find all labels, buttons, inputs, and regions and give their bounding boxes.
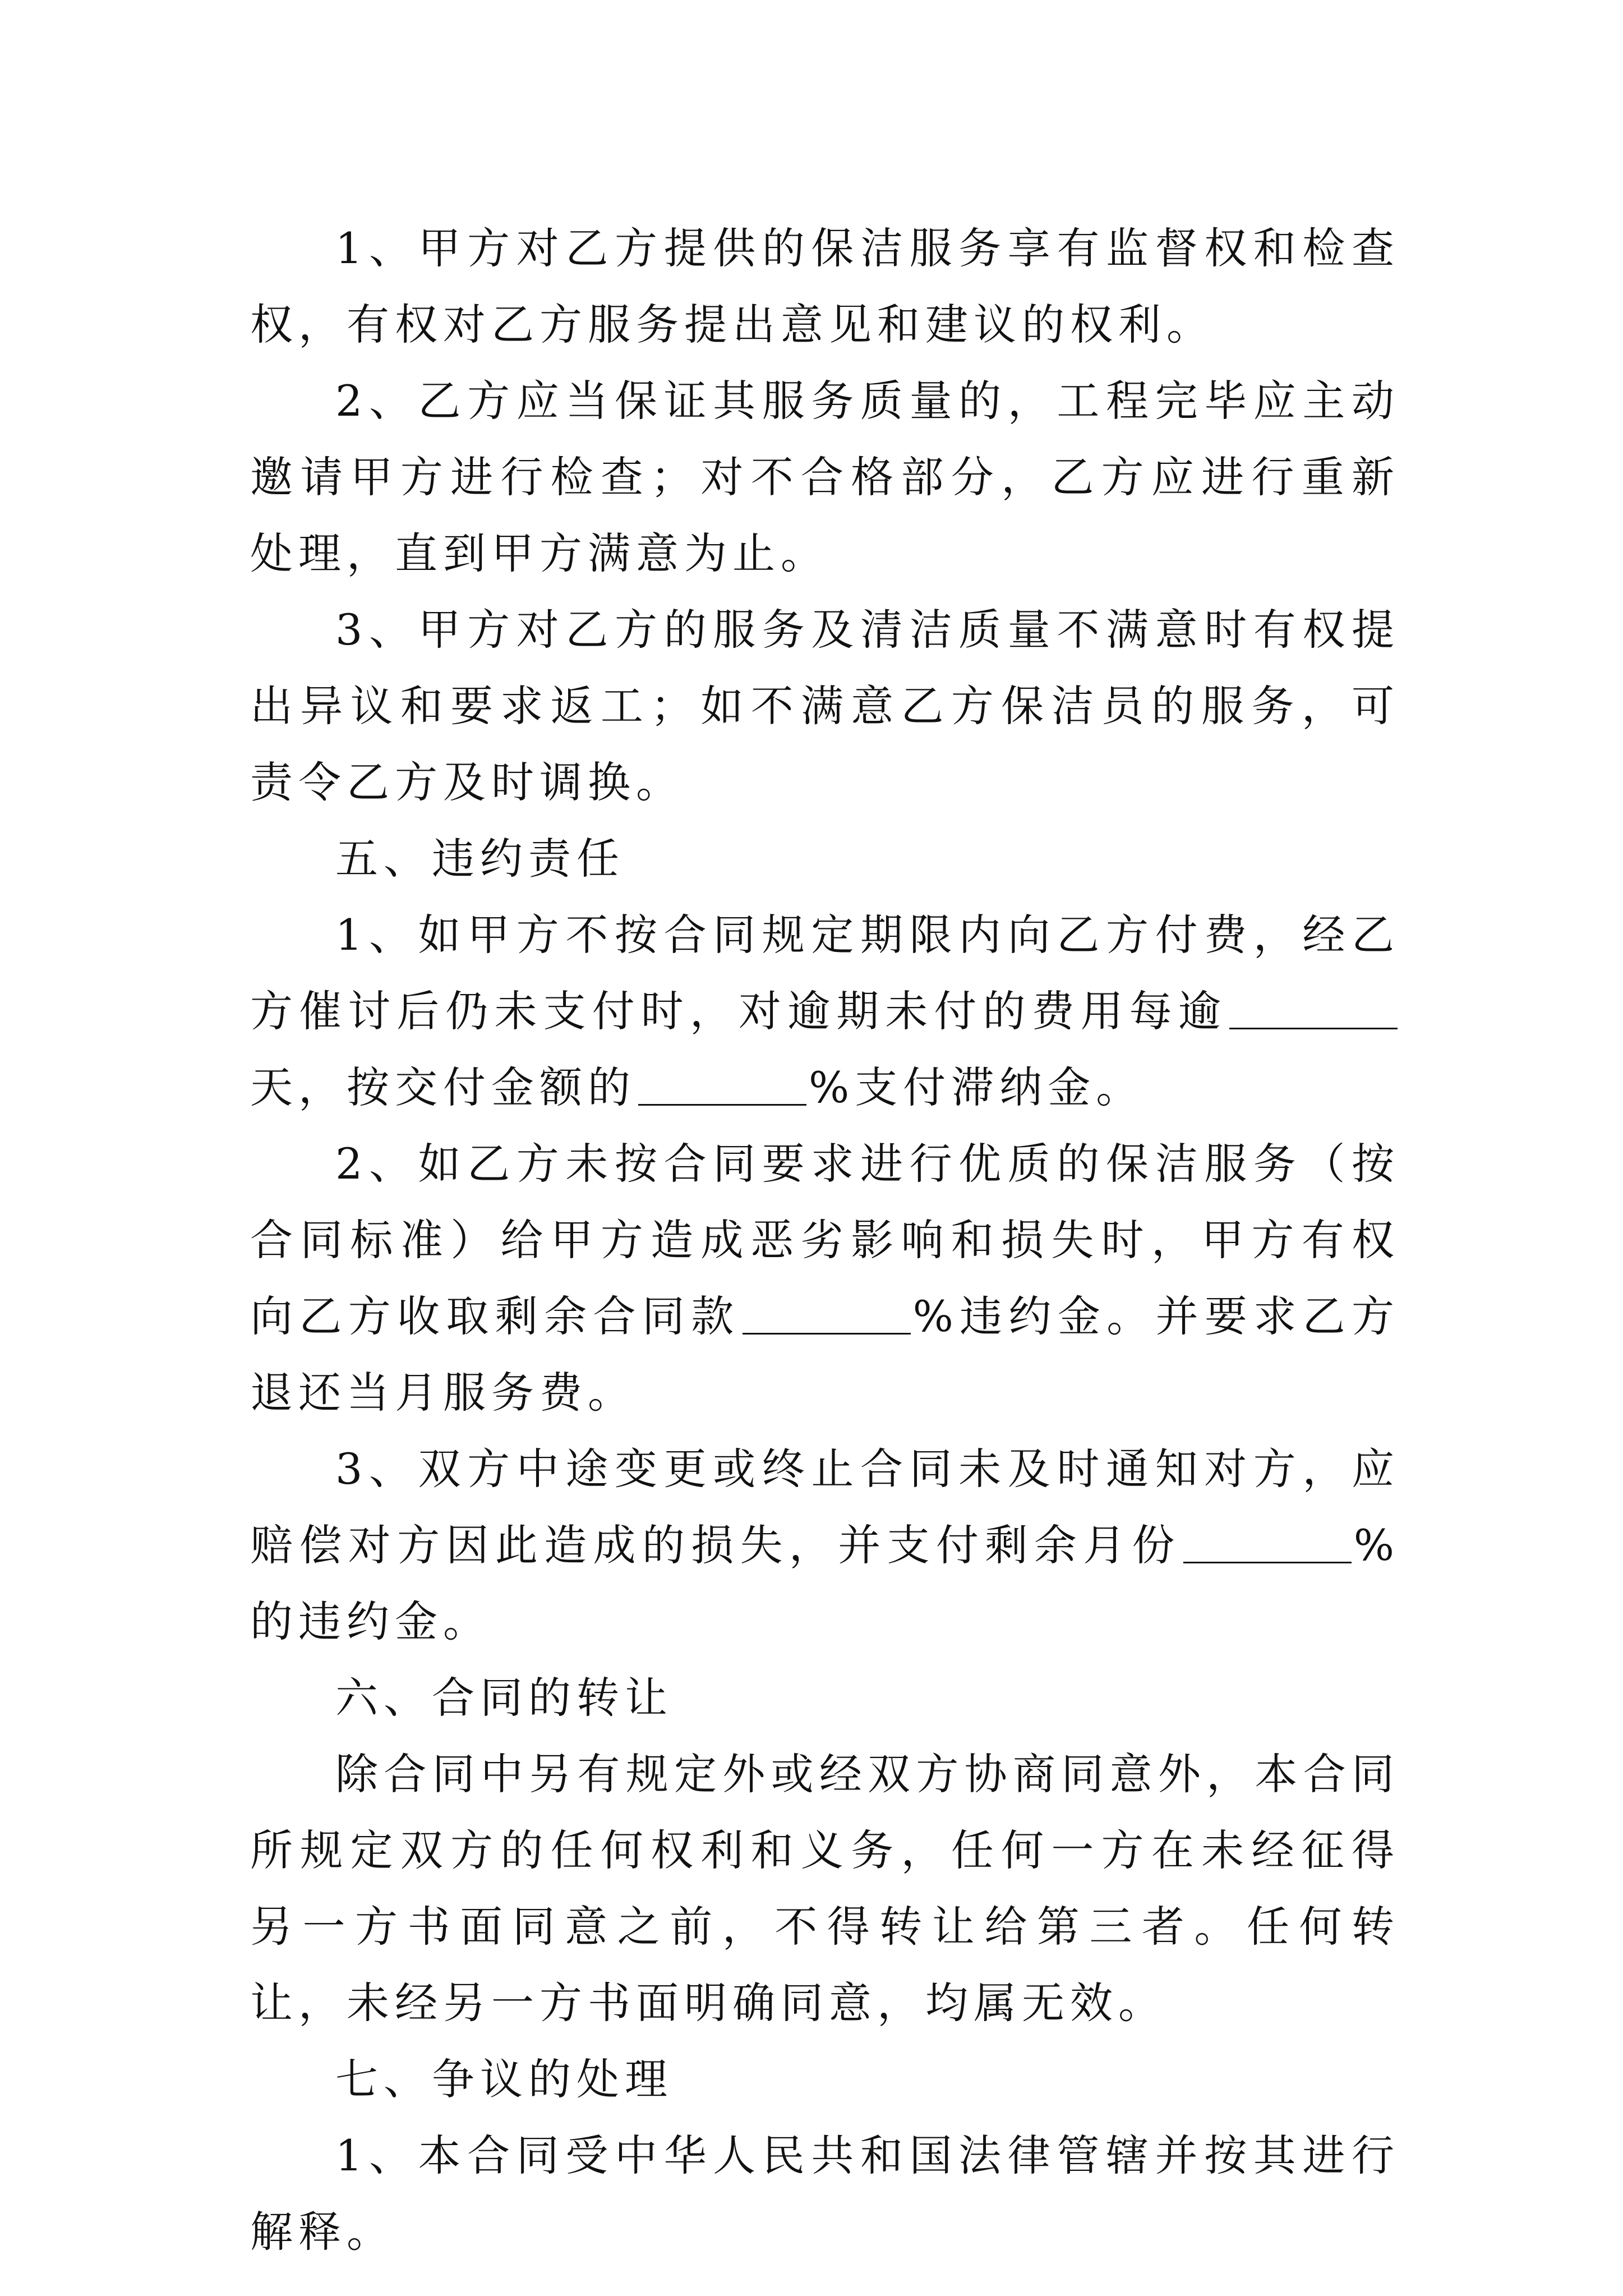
clause-5-1-text-a: 1、如甲方不按合同规定期限内向乙方付费，经乙方催讨后仍未支付时，对逾期未付的费用每逾 — [250, 910, 1400, 1036]
clause-7-1: 1、本合同受中华人民共和国法律管辖并按其进行解释。 — [250, 2131, 1400, 2257]
clause-5-2-text-a: 2、如乙方未按合同要求进行优质的保洁服务（按合同标准）给甲方造成恶劣影响和损失时，甲方有权向乙方收取剩余合同款 — [250, 1139, 1400, 1341]
blank-remaining-months-percent — [1183, 1522, 1352, 1563]
clause-5-3-text-a: 3、双方中途变更或终止合同未及时通知对方，应赔偿对方因此造成的损失，并支付剩余月份 — [250, 1444, 1400, 1570]
clause-5-1-text-c: %支付滞纳金。 — [809, 1062, 1145, 1112]
clause-5-1-text-b: 天，按交付金额的 — [250, 1062, 636, 1112]
blank-days — [1229, 988, 1398, 1029]
blank-penalty-percent — [743, 1294, 911, 1335]
blank-late-fee-percent — [638, 1065, 806, 1106]
section-5-heading: 五、违约责任 — [335, 834, 625, 884]
clause-4-1: 1、甲方对乙方提供的保洁服务享有监督权和检查权，有权对乙方服务提出意见和建议的权利。 — [250, 223, 1400, 349]
clause-5-2 — [250, 1126, 1400, 1431]
document-body — [250, 210, 1400, 2270]
section-6-text: 除合同中另有规定外或经双方协商同意外，本合同所规定双方的任何权利和义务，任何一方在未经征得另一方书面同意之前，不得转让给第三者。任何转让，未经另一方书面明确同意，均属无效。 — [250, 1749, 1400, 2028]
clause-5-3 — [250, 1431, 1400, 1660]
clause-5-3-text-b: %的违约金。 — [250, 1520, 1400, 1646]
section-7-heading: 七、争议的处理 — [335, 2054, 673, 2104]
clause-5-1 — [250, 897, 1400, 1126]
section-6-heading: 六、合同的转让 — [335, 1673, 673, 1723]
clause-4-2: 2、乙方应当保证其服务质量的，工程完毕应主动邀请甲方进行检查；对不合格部分，乙方应进行重新处理，直到甲方满意为止。 — [250, 376, 1400, 578]
clause-5-2-text-b: %违约金。并要求乙方退还当月服务费。 — [250, 1291, 1400, 1418]
clause-4-3: 3、甲方对乙方的服务及清洁质量不满意时有权提出异议和要求返工；如不满意乙方保洁员的服务，可责令乙方及时调换。 — [250, 605, 1400, 807]
